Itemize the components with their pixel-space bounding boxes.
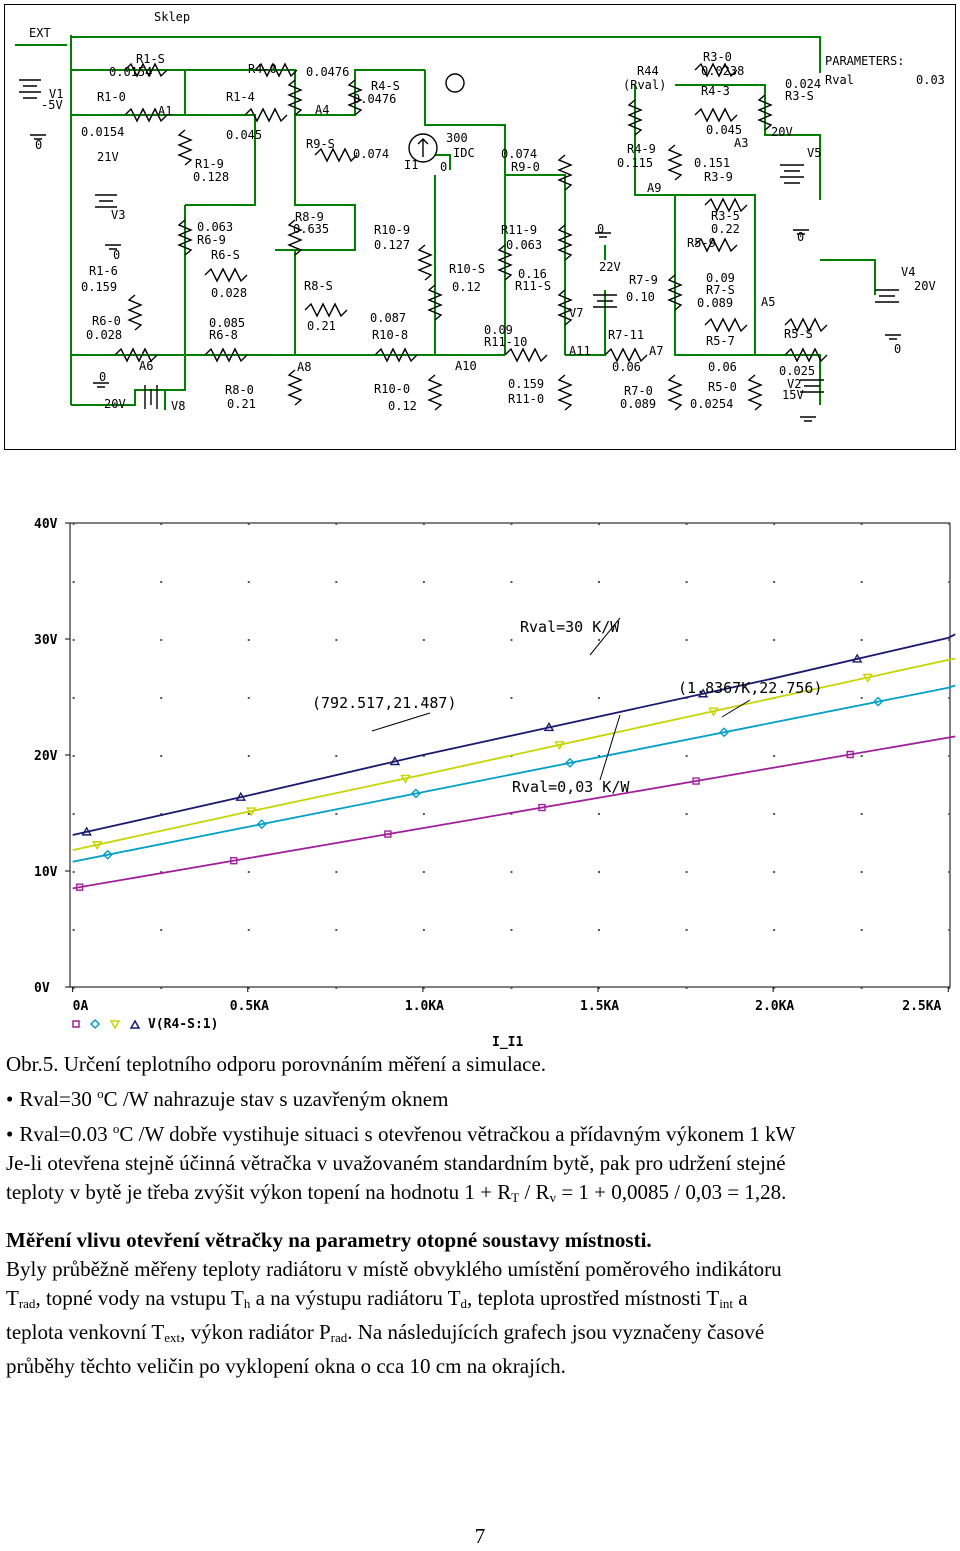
- circuit-schematic: [4, 4, 956, 450]
- schematic-label: R1-S: [136, 52, 165, 66]
- grid-dot: [773, 639, 775, 641]
- grid-dot: [510, 639, 512, 641]
- schematic-label: 0.074: [501, 147, 538, 161]
- schematic-label: 0.087: [370, 311, 407, 325]
- schematic-label: IDC: [453, 146, 475, 160]
- annotation-pointer-4: [600, 715, 620, 780]
- grid-dot: [423, 639, 425, 641]
- schematic-label: R11-0: [508, 392, 545, 406]
- grid-dot: [335, 523, 337, 525]
- schematic-label: 15V: [782, 388, 804, 402]
- schematic-label: 0: [113, 248, 121, 262]
- series-line: [73, 736, 956, 888]
- grid-dot: [948, 523, 950, 525]
- schematic-label: A4: [315, 103, 330, 117]
- grid-dot: [248, 871, 250, 873]
- grid-dot: [686, 755, 688, 757]
- schematic-label: R8-0: [225, 383, 254, 397]
- grid-dot: [861, 755, 863, 757]
- schematic-label: R3-S: [785, 89, 814, 103]
- paragraph2-line4: průběhy těchto veličin po vyklopení okna o cca 10 cm na okrajích.: [6, 1354, 566, 1378]
- grid-dot: [423, 929, 425, 931]
- schematic-label: R1-4: [226, 90, 255, 104]
- schematic-label: R10-S: [449, 262, 486, 276]
- p2l3-c: . Na následujících grafech jsou vyznačeny časové: [347, 1320, 765, 1344]
- grid-dot: [248, 581, 250, 583]
- voltage-current-chart: [0, 505, 960, 1050]
- grid-dot: [335, 813, 337, 815]
- grid-dot: [510, 697, 512, 699]
- grid-dot: [686, 581, 688, 583]
- grid-dot: [510, 523, 512, 525]
- schematic-label: R8-S: [304, 279, 333, 293]
- paragraph1-line1: Je-li otevřena stejně účinná větračka v uvažovaném standardním bytě, pak pro udržení stejné: [6, 1151, 786, 1175]
- grid-dot: [598, 581, 600, 583]
- schematic-label: R10-8: [372, 328, 409, 342]
- schematic-label: 21V: [97, 150, 119, 164]
- schematic-label: R4-9: [627, 142, 656, 156]
- plot-legend: [73, 1017, 218, 1032]
- annotation-point-1: (792.517,21.487): [312, 694, 457, 712]
- p1l2-sub-t: T: [511, 1190, 520, 1205]
- grid-dot: [861, 813, 863, 815]
- grid-dot: [861, 581, 863, 583]
- p2l2-d: , teplota uprostřed místnosti T: [467, 1286, 720, 1310]
- grid-dot: [948, 871, 950, 873]
- schematic-label: V4: [901, 265, 916, 279]
- schematic-label: R4-0: [248, 62, 277, 76]
- grid-dot: [248, 697, 250, 699]
- schematic-label: 20V: [771, 125, 793, 139]
- schematic-label: R7-11: [608, 328, 645, 342]
- schematic-label: (Rval): [623, 78, 667, 92]
- schematic-label: R11-9: [501, 223, 538, 237]
- schematic-label: 0.063: [197, 220, 234, 234]
- schematic-label: 0: [35, 138, 43, 152]
- paragraph1-line2: [6, 1178, 956, 1212]
- schematic-label: V7: [569, 306, 584, 320]
- grid-dot: [160, 581, 162, 583]
- grid-dot: [948, 639, 950, 641]
- schematic-label: 0.028: [211, 286, 248, 300]
- schematic-label: V5: [807, 146, 822, 160]
- schematic-label: 0.074: [353, 147, 390, 161]
- y-tick-label: 0V: [34, 981, 50, 996]
- schematic-label: 0.21: [227, 397, 256, 411]
- schematic-label: 300: [446, 131, 468, 145]
- grid-dot: [598, 813, 600, 815]
- schematic-label: 20V: [104, 397, 126, 411]
- schematic-label: 22V: [599, 260, 621, 274]
- schematic-label: 0.128: [193, 170, 230, 184]
- schematic-label: R9-S: [306, 137, 335, 151]
- grid-dot: [73, 755, 75, 757]
- grid-dot: [686, 871, 688, 873]
- schematic-label: 0.12: [452, 280, 481, 294]
- schematic-label: 0.0154: [81, 125, 125, 139]
- x-tick-label: 1.5KA: [580, 999, 620, 1014]
- p1l2-a: teploty v bytě je třeba zvýšit výkon topení na hodnotu 1 + R: [6, 1180, 512, 1204]
- grid-dot: [248, 755, 250, 757]
- grid-dot: [510, 581, 512, 583]
- grid-dot: [510, 929, 512, 931]
- schematic-label: R8-9: [295, 210, 324, 224]
- p2l2-a: T: [6, 1286, 19, 1310]
- schematic-label: A6: [139, 359, 154, 373]
- schematic-label: 0.159: [81, 280, 118, 294]
- grid-dot: [73, 639, 75, 641]
- p1l2-c: = 1 + 0,0085 / 0,03 = 1,28.: [556, 1180, 787, 1204]
- grid-dot: [510, 987, 512, 989]
- grid-dot: [248, 929, 250, 931]
- schematic-label: I1: [404, 158, 419, 172]
- x-tick-label: 2.5KA: [902, 999, 942, 1014]
- schematic-label: 0.635: [293, 222, 330, 236]
- schematic-label: 0.089: [697, 296, 734, 310]
- grid-dot: [335, 871, 337, 873]
- grid-dot: [73, 697, 75, 699]
- grid-dot: [948, 697, 950, 699]
- schematic-label: R6-8: [209, 328, 238, 342]
- schematic-label: 0.21: [307, 319, 336, 333]
- grid-dot: [73, 581, 75, 583]
- schematic-label: A11: [569, 344, 591, 358]
- grid-dot: [335, 755, 337, 757]
- legend-diamond-marker: [91, 1020, 99, 1028]
- annotation-rval-30: Rval=30 K/W: [520, 618, 620, 636]
- grid-dot: [335, 581, 337, 583]
- p2l2-sub-rad: rad: [18, 1296, 36, 1311]
- y-tick-label: 10V: [34, 865, 58, 880]
- grid-dot: [73, 871, 75, 873]
- schematic-wires: [15, 35, 875, 410]
- p2l3-b: , výkon radiátor P: [180, 1320, 331, 1344]
- grid-dot: [160, 929, 162, 931]
- x-tick-labels: [73, 987, 949, 1014]
- schematic-label: 0.16: [518, 267, 547, 281]
- schematic-label: 0: [99, 370, 107, 384]
- schematic-label: R1-0: [97, 90, 126, 104]
- schematic-label: 0.09: [484, 323, 513, 337]
- grid-dot: [773, 581, 775, 583]
- schematic-label: -5V: [41, 98, 63, 112]
- grid-dot: [948, 929, 950, 931]
- schematic-label: A5: [761, 295, 776, 309]
- series-line: [73, 685, 956, 861]
- schematic-label: V3: [111, 208, 126, 222]
- simulation-plot: [0, 505, 960, 1050]
- schematic-label: R6-S: [211, 248, 240, 262]
- schematic-label: R6-0: [92, 314, 121, 328]
- x-tick-label: 2.0KA: [755, 999, 795, 1014]
- schematic-drawing: [5, 5, 955, 449]
- bullet1-text-a: Rval=30: [19, 1087, 98, 1111]
- schematic-label: 0.10: [626, 290, 655, 304]
- grid-dot: [773, 871, 775, 873]
- page-number: 7: [474, 1524, 486, 1548]
- schematic-label: A8: [297, 360, 312, 374]
- plot-series: [73, 634, 956, 890]
- paragraph2-line1: Byly průběžně měřeny teploty radiátoru v místě obvyklého umístění poměrového indikátoru: [6, 1257, 782, 1281]
- schematic-label: 0.085: [209, 316, 246, 330]
- schematic-label: V1: [49, 87, 64, 101]
- schematic-label: R5-0: [708, 380, 737, 394]
- annotation-pointer-1: [372, 713, 430, 731]
- schematic-label: 0.063: [506, 238, 543, 252]
- paragraph2-line2: [6, 1284, 956, 1318]
- legend-square-marker: [73, 1021, 79, 1027]
- bullet2-text-a: Rval=0.03: [19, 1122, 113, 1146]
- y-tick-label: 40V: [34, 517, 58, 532]
- schematic-label: 0: [597, 222, 605, 236]
- grid-dot: [160, 755, 162, 757]
- schematic-label: A9: [647, 181, 662, 195]
- schematic-label: R5-S: [784, 327, 813, 341]
- grid-dot: [861, 523, 863, 525]
- schematic-label: R10-9: [374, 223, 411, 237]
- schematic-label: A10: [455, 359, 477, 373]
- grid-dot: [948, 755, 950, 757]
- schematic-label: 0.127: [374, 238, 411, 252]
- grid-dot: [686, 813, 688, 815]
- grid-dot: [861, 929, 863, 931]
- grid-dot: [73, 523, 75, 525]
- grid-dot: [861, 639, 863, 641]
- schematic-label: PARAMETERS:: [825, 54, 905, 68]
- schematic-label: 0.0154: [109, 65, 153, 79]
- x-tick-label: 0A: [72, 999, 89, 1014]
- series-line: [73, 634, 956, 835]
- schematic-label: 0.045: [226, 128, 263, 142]
- grid-dot: [335, 929, 337, 931]
- schematic-label: 0.09: [706, 271, 735, 285]
- grid-dot: [598, 929, 600, 931]
- schematic-label: R3-0: [703, 50, 732, 64]
- grid-dot: [686, 987, 688, 989]
- schematic-label: V2: [787, 377, 802, 391]
- grid-dot: [773, 755, 775, 757]
- schematic-label: 0: [440, 160, 448, 174]
- figure-caption: Obr.5. Určení teplotního odporu porovnáním měření a simulace.: [6, 1052, 547, 1076]
- bullet1-text-b: C /W nahrazuje stav s uzavřeným oknem: [103, 1087, 449, 1111]
- schematic-label: R44: [637, 64, 659, 78]
- schematic-label: A1: [158, 104, 173, 118]
- grid-dot: [948, 813, 950, 815]
- schematic-label: A7: [649, 344, 664, 358]
- schematic-label: 0.025: [779, 364, 816, 378]
- schematic-label: R3-5: [711, 209, 740, 223]
- grid-dot: [335, 987, 337, 989]
- schematic-label: 0.0254: [690, 397, 734, 411]
- grid-dot: [773, 929, 775, 931]
- schematic-label: R11-S: [515, 279, 552, 293]
- grid-dot: [335, 639, 337, 641]
- grid-dot: [73, 813, 75, 815]
- schematic-label: R3-9: [704, 170, 733, 184]
- schematic-label: R11-10: [484, 335, 528, 349]
- bullet-closed-window: [6, 1079, 956, 1114]
- section-heading: Měření vlivu otevření větračky na parametry otopné soustavy místnosti.: [6, 1228, 652, 1252]
- schematic-label: 0: [894, 342, 902, 356]
- p1l2-b: / R: [519, 1180, 550, 1204]
- schematic-label: 0.159: [508, 377, 545, 391]
- schematic-label: 0.089: [620, 397, 657, 411]
- legend-triangle-marker: [131, 1021, 139, 1028]
- bullet2-text-b: C /W dobře vystihuje situaci s otevřenou větračkou a přídavným výkonem 1 kW: [119, 1122, 796, 1146]
- grid-dot: [773, 813, 775, 815]
- annotation-rval-003: Rval=0,03 K/W: [512, 778, 630, 796]
- bullet1-degree: o: [97, 1086, 104, 1101]
- schematic-label: 0.03: [916, 73, 945, 87]
- schematic-label: R7-9: [629, 273, 658, 287]
- grid-dot: [598, 639, 600, 641]
- grid-dot: [861, 987, 863, 989]
- schematic-label: 0.045: [706, 123, 743, 137]
- schematic-label: 0.028: [86, 328, 123, 342]
- schematic-label: 0.0238: [701, 64, 745, 78]
- schematic-label: EXT: [29, 26, 51, 40]
- p2l2-b: , topné vody na vstupu T: [35, 1286, 244, 1310]
- schematic-label: 0.22: [711, 222, 740, 236]
- x-tick-label: 0.5KA: [229, 999, 269, 1014]
- schematic-label: 0.06: [708, 360, 737, 374]
- schematic-label: 0.0476: [353, 92, 397, 106]
- paragraph2-line3: [6, 1318, 956, 1352]
- document-text: [6, 1050, 956, 1381]
- schematic-label: R7-S: [706, 283, 735, 297]
- schematic-label: R9-0: [511, 160, 540, 174]
- grid-dot: [160, 987, 162, 989]
- x-tick-label: 1.0KA: [404, 999, 445, 1014]
- schematic-label: R10-0: [374, 382, 411, 396]
- grid-dot: [248, 639, 250, 641]
- p1l2-sub-v: v: [549, 1190, 557, 1205]
- schematic-label: R5-7: [706, 334, 735, 348]
- y-tick-label: 20V: [34, 749, 58, 764]
- p2l2-e: a: [732, 1286, 748, 1310]
- schematic-label: R1-9: [195, 157, 224, 171]
- grid-dot: [160, 523, 162, 525]
- schematic-label: R1-6: [89, 264, 118, 278]
- schematic-label: 0: [797, 230, 805, 244]
- grid-dot: [948, 581, 950, 583]
- schematic-label: R6-9: [197, 233, 226, 247]
- grid-dot: [598, 871, 600, 873]
- p2l3-a: teplota venkovní T: [6, 1320, 165, 1344]
- grid-dot: [510, 871, 512, 873]
- p2l2-sub-int: int: [719, 1296, 733, 1311]
- p2l2-c: a na výstupu radiátoru T: [250, 1286, 461, 1310]
- legend-label: V(R4-S:1): [148, 1017, 219, 1032]
- schematic-label: V8: [171, 399, 186, 413]
- grid-dot: [686, 523, 688, 525]
- schematic-label: Sklep: [154, 10, 191, 24]
- schematic-label: 20V: [914, 279, 936, 293]
- schematic-label: 0.024: [785, 77, 822, 91]
- schematic-label: 0.151: [694, 156, 731, 170]
- grid-dot: [160, 639, 162, 641]
- p2l3-sub-ext: ext: [164, 1330, 181, 1345]
- grid-dot: [861, 697, 863, 699]
- schematic-label: Rval: [825, 73, 854, 87]
- grid-dot: [861, 871, 863, 873]
- grid-dot: [598, 523, 600, 525]
- p2l3-sub-rad: rad: [330, 1330, 348, 1345]
- grid-dot: [423, 523, 425, 525]
- p2l2-sub-d: d: [460, 1296, 468, 1311]
- grid-dot: [423, 871, 425, 873]
- schematic-label: R4-S: [371, 79, 400, 93]
- grid-dot: [73, 929, 75, 931]
- grid-dot: [598, 697, 600, 699]
- schematic-label: 0.06: [612, 360, 641, 374]
- schematic-label: R5-9: [687, 236, 716, 250]
- schematic-label: A3: [734, 136, 749, 150]
- grid-dot: [773, 523, 775, 525]
- annotation-point-2: (1.8367K,22.756): [678, 679, 823, 697]
- schematic-label: 0.0476: [306, 65, 350, 79]
- schematic-label: 0.115: [617, 156, 654, 170]
- x-axis-label: I_I1: [492, 1035, 524, 1050]
- p2l2-sub-h: h: [243, 1296, 251, 1311]
- bullet-open-vent: [6, 1114, 956, 1149]
- grid-dot: [686, 929, 688, 931]
- y-tick-labels: [34, 517, 70, 996]
- grid-dot: [423, 581, 425, 583]
- bullet2-degree: o: [112, 1121, 120, 1136]
- grid-dot: [160, 697, 162, 699]
- schematic-label: R4-3: [701, 84, 730, 98]
- series-line: [73, 659, 956, 850]
- y-tick-label: 30V: [34, 633, 58, 648]
- legend-inverted-triangle-marker: [111, 1021, 119, 1028]
- grid-dot: [686, 639, 688, 641]
- schematic-label: 0.12: [388, 399, 417, 413]
- grid-dot: [423, 813, 425, 815]
- schematic-label: R7-0: [624, 384, 653, 398]
- grid-dot: [248, 523, 250, 525]
